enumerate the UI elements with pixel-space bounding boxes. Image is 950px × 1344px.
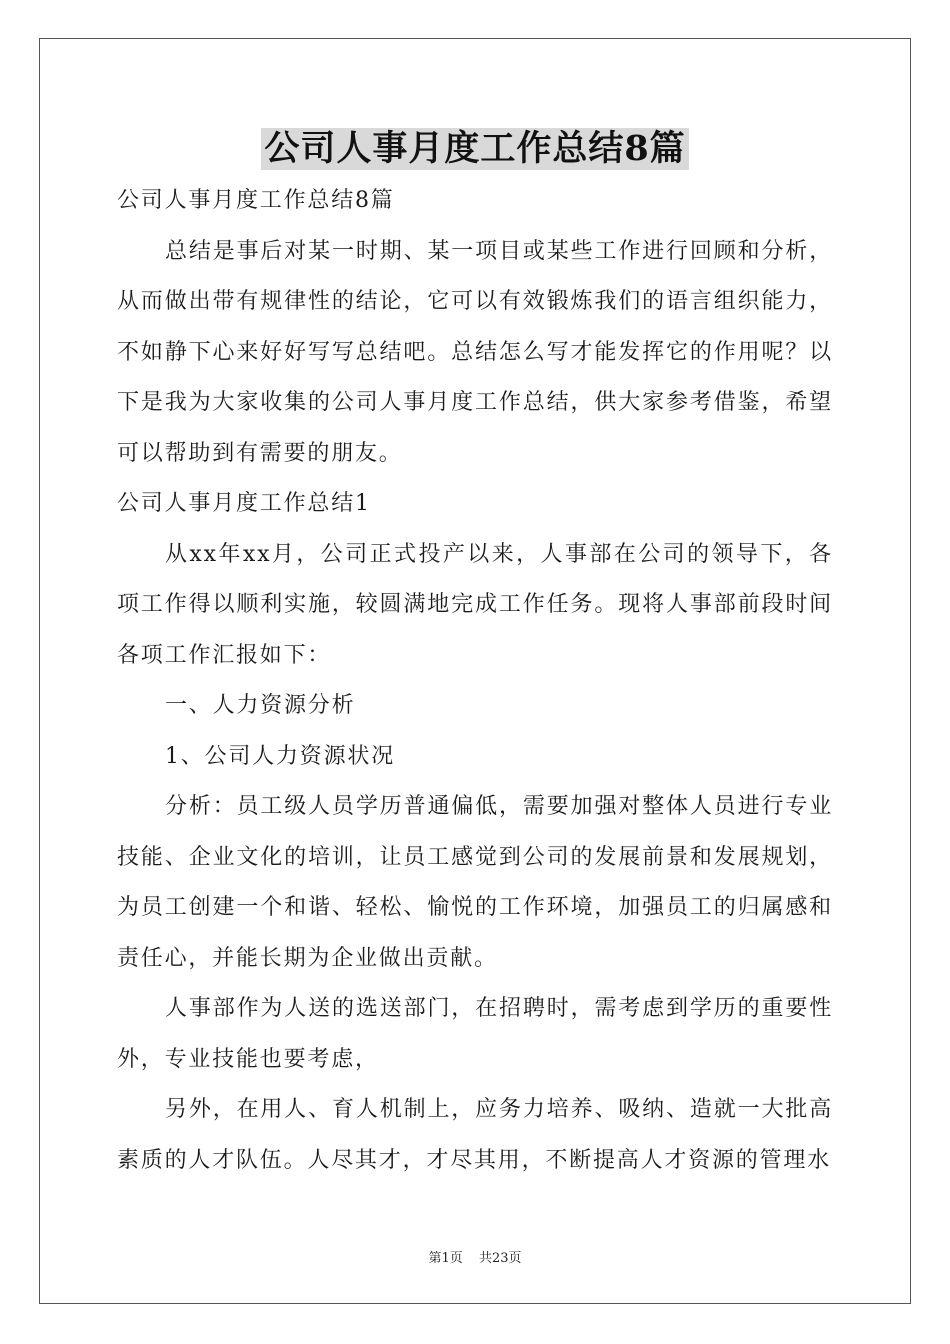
paragraph: 从xx年xx月，公司正式投产以来，人事部在公司的领导下，各项工作得以顺利实施，较圆满地完成工作任务。现将人事部前段时间各项工作汇报如下：: [117, 541, 833, 668]
paragraph: 总结是事后对某一时期、某一项目或某些工作进行回顾和分析，从而做出带有规律性的结论，它可以有效锻炼我们的语言组织能力，不如静下心来好好写写总结吧。总结怎么写才能发挥它的作用呢？以下是我为大家收集的公司人事月度工作总结，供大家参考借鉴，希望可以帮助到有需要的朋友。: [117, 238, 833, 466]
page-total: 共23页: [478, 1251, 522, 1266]
paragraph: 人事部作为人送的选送部门，在招聘时，需考虑到学历的重要性外，专业技能也要考虑，: [117, 996, 833, 1072]
page-number: 第1页: [428, 1251, 463, 1266]
subsection-heading: 1、公司人力资源状况: [165, 743, 395, 769]
page-footer: [0, 1247, 950, 1266]
document-body: [117, 176, 833, 1186]
paragraph: 公司人事月度工作总结8篇: [117, 188, 395, 213]
paragraph: 分析：员工级人员学历普通偏低，需要加强对整体人员进行专业技能、企业文化的培训，让员工感觉到公司的发展前景和发展规划，为员工创建一个和谐、轻松、愉悦的工作环境，加强员工的归属感和责任心，并能长期为企业做出贡献。: [117, 794, 833, 971]
paragraph: 公司人事月度工作总结1: [117, 491, 371, 516]
document-title: 公司人事月度工作总结8篇: [261, 128, 688, 170]
title-block: [0, 128, 950, 170]
paragraph: 另外，在用人、育人机制上，应务力培养、吸纳、造就一大批高素质的人才队伍。人尽其才，才尽其用，不断提高人才资源的管理水: [117, 1097, 833, 1173]
section-heading: 一、人力资源分析: [165, 693, 356, 718]
